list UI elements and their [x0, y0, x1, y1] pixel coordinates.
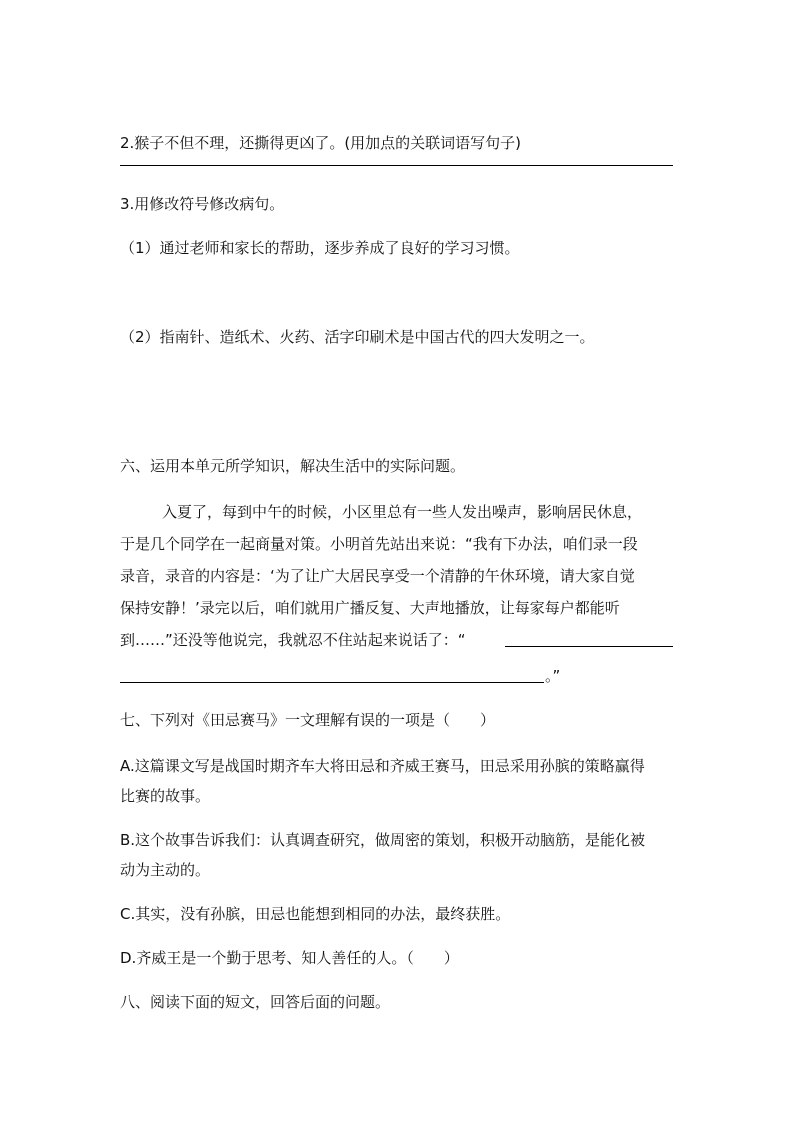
answer-line-section-6-end[interactable] — [120, 682, 544, 683]
option-c: C.其实，没有孙膑，田忌也能想到相同的办法，最终获胜。 — [120, 905, 511, 923]
section-6-paragraph-line-5: 到……”还没等他说完，我就忍不住站起来说话了：“ — [120, 631, 466, 649]
section-7-heading: 七、下列对《田忌赛马》一文理解有误的一项是（ ） — [120, 711, 496, 729]
answer-line-q2[interactable] — [120, 165, 673, 166]
section-6-paragraph-line-2: 于是几个同学在一起商量对策。小明首先站出来说：“我有下办法，咱们录一段 — [120, 535, 638, 553]
section-6-closing-quote: 。” — [545, 667, 561, 685]
section-6-paragraph-line-3: 录音，录音的内容是：‘为了让广大居民享受一个清静的午休环境，请大家自觉 — [120, 567, 635, 585]
option-a-line-2: 比赛的故事。 — [120, 787, 211, 805]
answer-line-section-6-start[interactable] — [505, 646, 673, 647]
option-a-line-1: A.这篇课文写是战国时期齐车大将田忌和齐威王赛马，田忌采用孙膑的策略赢得 — [120, 757, 645, 775]
section-8-heading: 八、阅读下面的短文，回答后面的问题。 — [120, 993, 391, 1011]
question-2-text: 2.猴子不但不理，还撕得更凶了。(用加点的关联词语写句子) — [120, 134, 522, 152]
section-6-paragraph-line-4: 保持安静！’录完以后，咱们就用广播反复、大声地播放，让每家每户都能听 — [120, 599, 620, 617]
option-b-line-1: B.这个故事告诉我们：认真调查研究，做周密的策划，积极开动脑筋，是能化被 — [120, 831, 646, 849]
option-d: D.齐威王是一个勤于思考、知人善任的人。（ ） — [120, 949, 459, 967]
question-3-title: 3.用修改符号修改病句。 — [120, 195, 285, 213]
question-3-item-1: （1）通过老师和家长的帮助，逐步养成了良好的学习习惯。 — [120, 239, 520, 257]
question-3-item-2: （2）指南针、造纸术、火药、活字印刷术是中国古代的四大发明之一。 — [120, 328, 595, 346]
section-6-heading: 六、运用本单元所学知识，解决生活中的实际问题。 — [120, 457, 466, 475]
section-6-paragraph-line-1: 入夏了，每到中午的时候，小区里总有一些人发出噪声，影响居民休息， — [162, 503, 643, 521]
option-b-line-2: 动为主动的。 — [120, 861, 211, 879]
